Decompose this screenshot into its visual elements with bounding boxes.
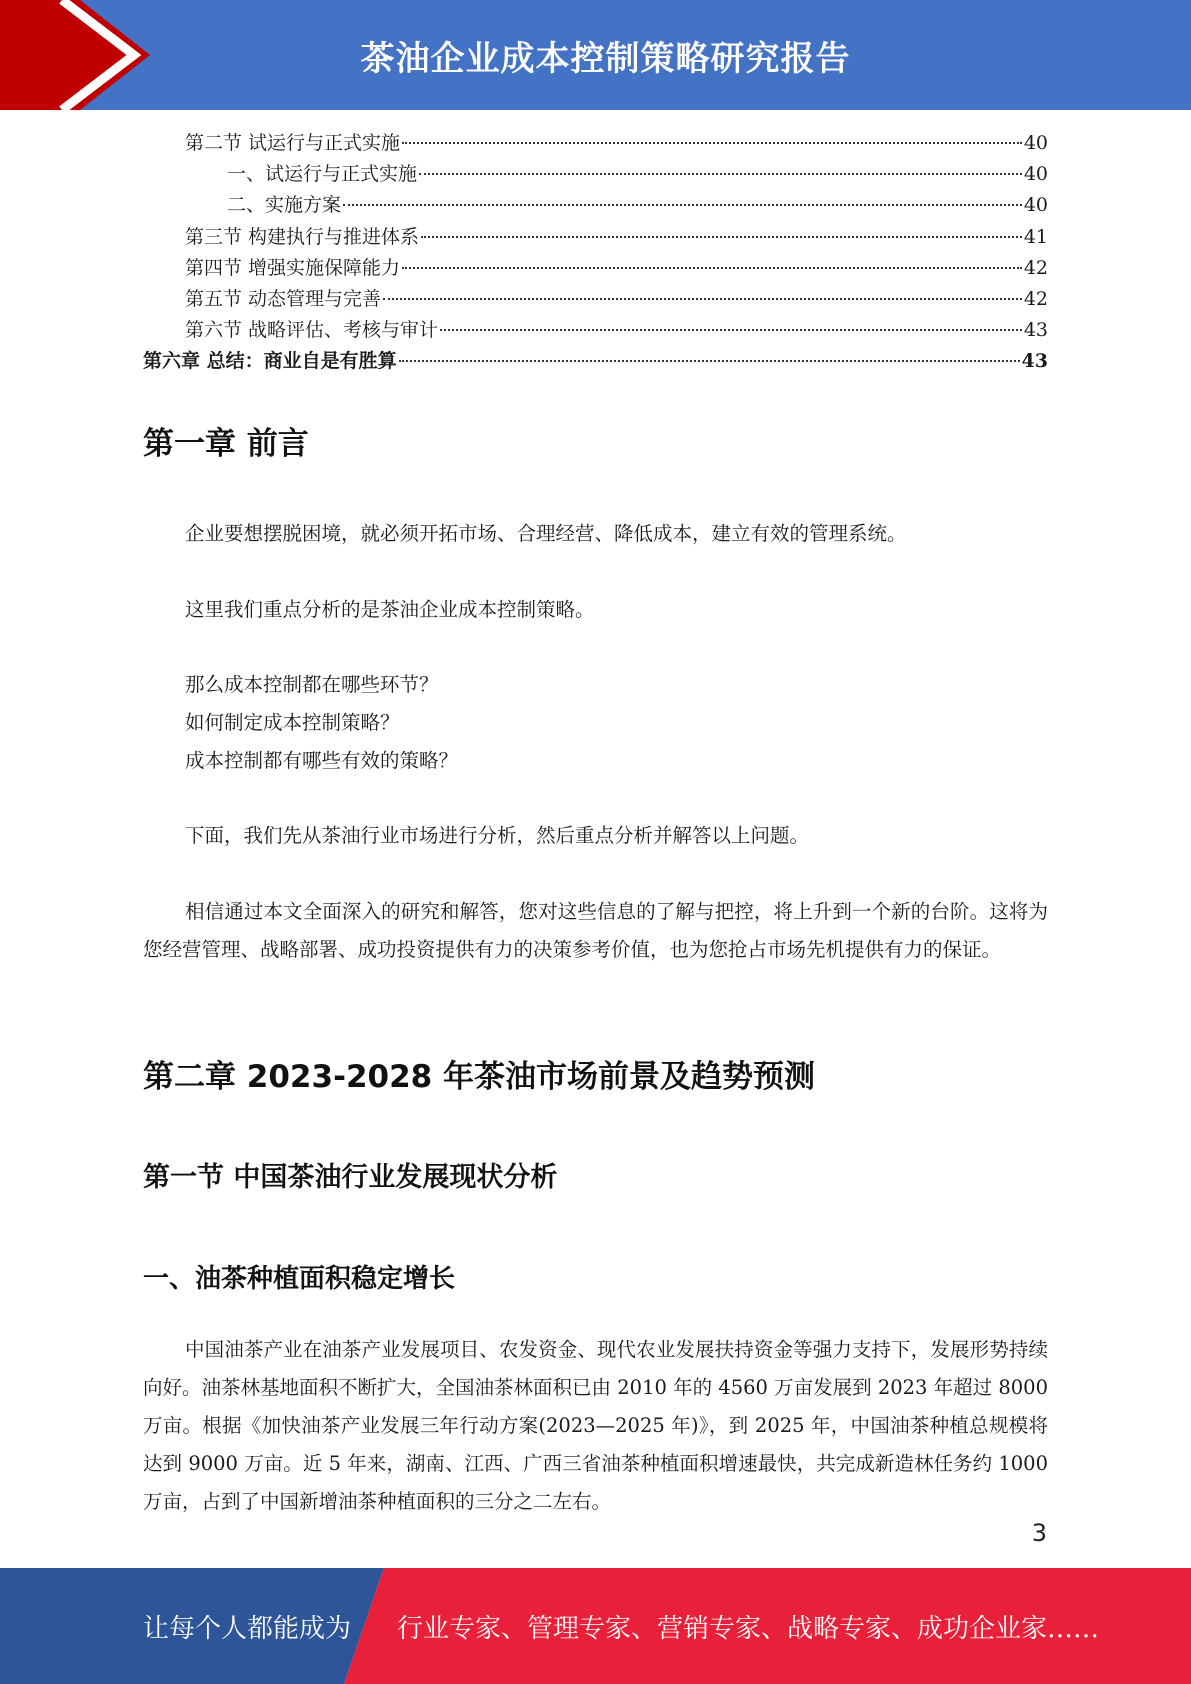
chapter-1-question: 成本控制都有哪些有效的策略？ <box>185 749 459 772</box>
page-number: 3 <box>1031 1519 1047 1547</box>
chapter-1-paragraph: 这里我们重点分析的是茶油企业成本控制策略。 <box>185 598 595 621</box>
footer-slogan-left: 让每个人都能成为 <box>143 1613 352 1644</box>
chapter-1-paragraph: 相信通过本文全面深入的研究和解答，您对这些信息的了解与把控，将上升到一个新的台阶。这将为您经营管理、战略部署、成功投资提供有力的决策参考价值，也为您抢占市场先机提供有力的保证。 <box>143 900 1048 961</box>
toc-dot-leader <box>419 172 1022 175</box>
toc-entry-label: 第六节 战略评估、考核与审计 <box>185 319 439 342</box>
toc-dot-leader <box>383 297 1022 300</box>
toc-dot-leader <box>402 266 1022 269</box>
toc-entry-label: 一、试运行与正式实施 <box>227 163 418 186</box>
toc-dot-leader <box>343 203 1022 206</box>
chapter-1-heading: 第一章 前言 <box>143 426 309 462</box>
footer-slogan-right: 行业专家、管理专家、营销专家、战略专家、成功企业家…… <box>397 1613 1100 1644</box>
toc-entry-page: 42 <box>1023 287 1048 310</box>
toc-dot-leader <box>402 141 1022 144</box>
toc-entry[interactable] <box>143 190 1048 221</box>
toc-entry[interactable] <box>143 159 1048 190</box>
chapter-2-heading: 第二章 2023-2028 年茶油市场前景及趋势预测 <box>143 1059 816 1095</box>
chapter-1-question: 如何制定成本控制策略？ <box>185 711 400 734</box>
toc-entry-label: 第六章 总结：商业自是有胜算 <box>143 350 397 373</box>
toc-dot-leader <box>399 359 1020 362</box>
toc-entry-label: 第五节 动态管理与完善 <box>185 287 382 310</box>
toc-entry-page: 43 <box>1021 350 1048 373</box>
report-title: 茶油企业成本控制策略研究报告 <box>360 38 851 79</box>
toc-entry[interactable] <box>143 284 1048 315</box>
toc-entry-label: 第三节 构建执行与推进体系 <box>185 225 420 248</box>
toc-dot-leader <box>440 328 1022 331</box>
toc-dot-leader <box>421 235 1022 238</box>
toc-entry[interactable] <box>143 128 1048 159</box>
toc-entry[interactable] <box>143 315 1048 346</box>
report-footer <box>0 1568 1191 1684</box>
subsection-1-paragraph: 中国油茶产业在油茶产业发展项目、农发资金、现代农业发展扶持资金等强力支持下，发展形势持续向好。油茶林基地面积不断扩大，全国油茶林面积已由 2010 年的 4560 万亩发展到 2023 年超过 8000 万亩。根据《加快油茶产业发展三年行动方案(2023—2025 年)》，到 2025 年，中国油茶种植总规模将达到 9000 万亩。近 5 年来，湖南、江西、广西三省油茶种植面积增速最快，共完成新造林任务约 1000 万亩，占到了中国新增油茶种植面积的三分之二左右。 <box>143 1338 1048 1513</box>
table-of-contents <box>143 128 1048 378</box>
subsection-1-heading: 一、油茶种植面积稳定增长 <box>143 1264 456 1294</box>
toc-entry-label: 二、实施方案 <box>227 194 342 217</box>
toc-entry-page: 40 <box>1023 132 1048 154</box>
toc-entry-label: 第四节 增强实施保障能力 <box>185 256 401 279</box>
toc-entry-page: 43 <box>1023 319 1048 342</box>
toc-entry-page: 41 <box>1023 225 1048 248</box>
chapter-1-paragraph: 企业要想摆脱困境，就必须开拓市场、合理经营、降低成本，建立有效的管理系统。 <box>185 522 907 545</box>
toc-entry-label: 第二节 试运行与正式实施 <box>185 132 401 154</box>
toc-entry-page: 40 <box>1023 163 1048 186</box>
section-1-heading: 第一节 中国茶油行业发展现状分析 <box>143 1162 558 1193</box>
toc-entry[interactable] <box>143 253 1048 284</box>
report-header <box>0 0 1191 110</box>
toc-entry-page: 42 <box>1023 256 1048 279</box>
toc-entry-page: 40 <box>1023 194 1048 217</box>
toc-entry[interactable] <box>143 346 1048 377</box>
chapter-1-paragraph: 下面，我们先从茶油行业市场进行分析，然后重点分析并解答以上问题。 <box>185 824 810 847</box>
toc-entry[interactable] <box>143 222 1048 253</box>
chapter-1-question: 那么成本控制都在哪些环节？ <box>185 673 439 696</box>
